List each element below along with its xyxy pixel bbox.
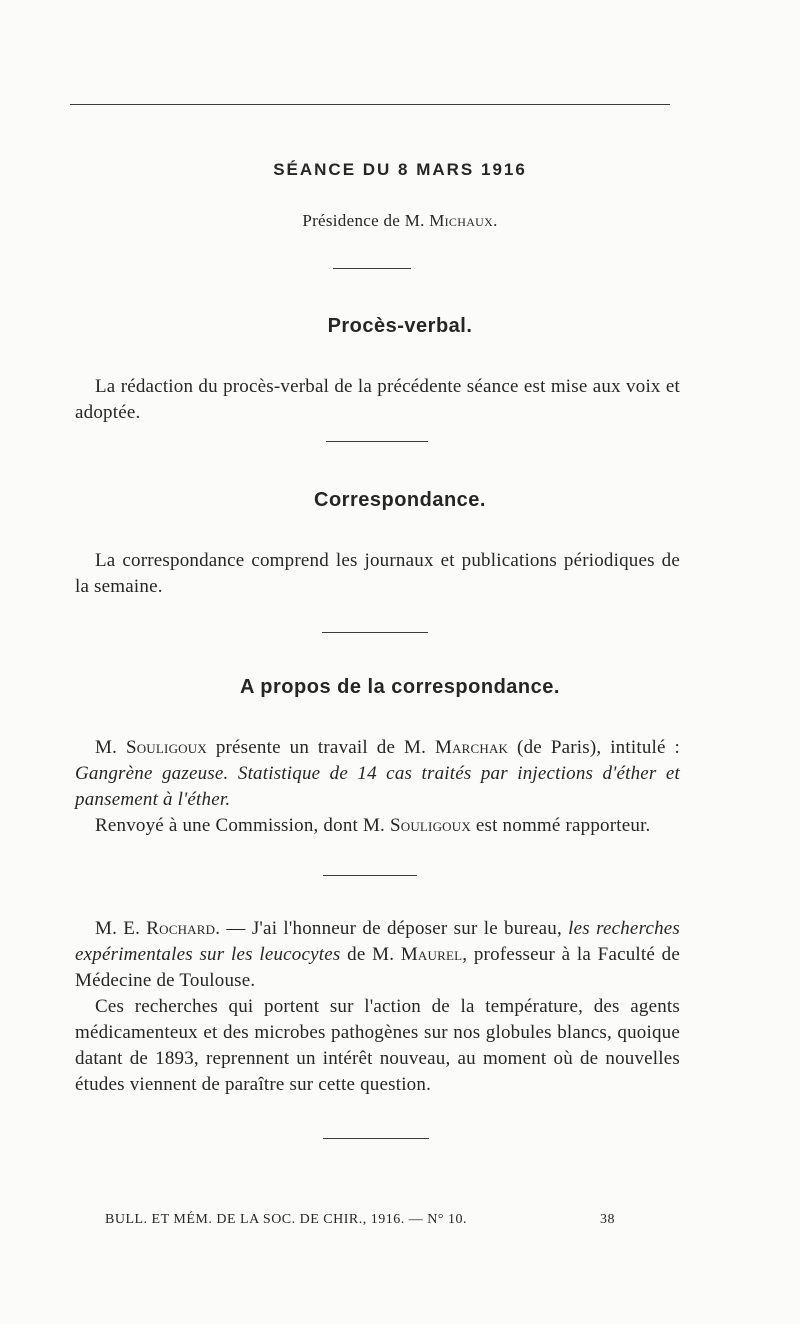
text-run: . — J'ai l'honneur de déposer sur le bureau, xyxy=(215,918,569,939)
separator-rule xyxy=(323,1138,429,1139)
separator-rule xyxy=(322,632,428,633)
correspondance-heading: Correspondance. xyxy=(314,489,486,511)
text-run: de M. xyxy=(340,944,401,965)
journal-citation: BULL. ET MÉM. DE LA SOC. DE CHIR., 1916. — N° 10. xyxy=(105,1212,467,1227)
text-run: Renvoyé à une Commission, dont M. xyxy=(95,815,390,836)
president-name: Michaux xyxy=(429,211,494,230)
work-title: les recherches expérimentales sur les leucocytes xyxy=(75,918,681,965)
commission-note xyxy=(75,813,680,839)
author-name: Souligoux xyxy=(125,737,207,758)
proces-verbal-heading: Procès-verbal. xyxy=(327,315,473,337)
text-run: M. E. xyxy=(95,918,147,939)
author-name: Souligoux xyxy=(389,815,471,836)
author-name: Marchak xyxy=(434,737,509,758)
text-run: M. xyxy=(95,737,126,758)
correspondance-text: La correspondance comprend les journaux et publications périodiques de la semaine. xyxy=(75,550,680,597)
work-title: Gangrène gazeuse. Statistique de 14 cas traités par injections d'éther et pansement à l'éther. xyxy=(75,763,680,810)
page-number: 38 xyxy=(600,1212,615,1227)
separator-rule xyxy=(326,441,428,442)
presidence-suffix: . xyxy=(493,211,498,230)
text-run: (de Paris), intitulé : xyxy=(508,737,681,758)
rochard-research-note: Ces recherches qui portent sur l'action de la température, des agents médicamenteux et des microbes pathogènes sur nos globules blancs, quoique datant de 1893, reprennent un intérêt nouveau, au moment où de nouvelles études viennent de paraître sur cette question. xyxy=(75,996,680,1095)
author-name: Maurel xyxy=(400,944,463,965)
text-run: , professeur à la Faculté de Médecine de Toulouse. xyxy=(75,944,680,991)
proces-verbal-text: La rédaction du procès-verbal de la précédente séance est mise aux voix et adoptée. xyxy=(75,376,680,423)
presidence-line xyxy=(0,211,800,231)
separator-rule xyxy=(333,268,411,269)
proces-verbal-paragraph xyxy=(75,374,680,426)
correspondance-paragraph xyxy=(75,548,680,600)
rochard-deposit xyxy=(75,916,680,994)
author-name: Rochard xyxy=(146,918,216,939)
text-run: est nommé rapporteur. xyxy=(470,815,651,836)
presidence-prefix: Présidence de M. xyxy=(302,211,430,230)
rochard-paragraphs xyxy=(75,916,680,1098)
top-rule xyxy=(70,104,670,105)
souligoux-presentation xyxy=(75,735,680,813)
separator-rule xyxy=(323,875,417,876)
text-run: présente un travail de M. xyxy=(206,737,435,758)
session-title: SÉANCE DU 8 MARS 1916 xyxy=(273,160,527,179)
a-propos-heading: A propos de la correspondance. xyxy=(240,676,560,698)
a-propos-paragraphs xyxy=(75,735,680,839)
